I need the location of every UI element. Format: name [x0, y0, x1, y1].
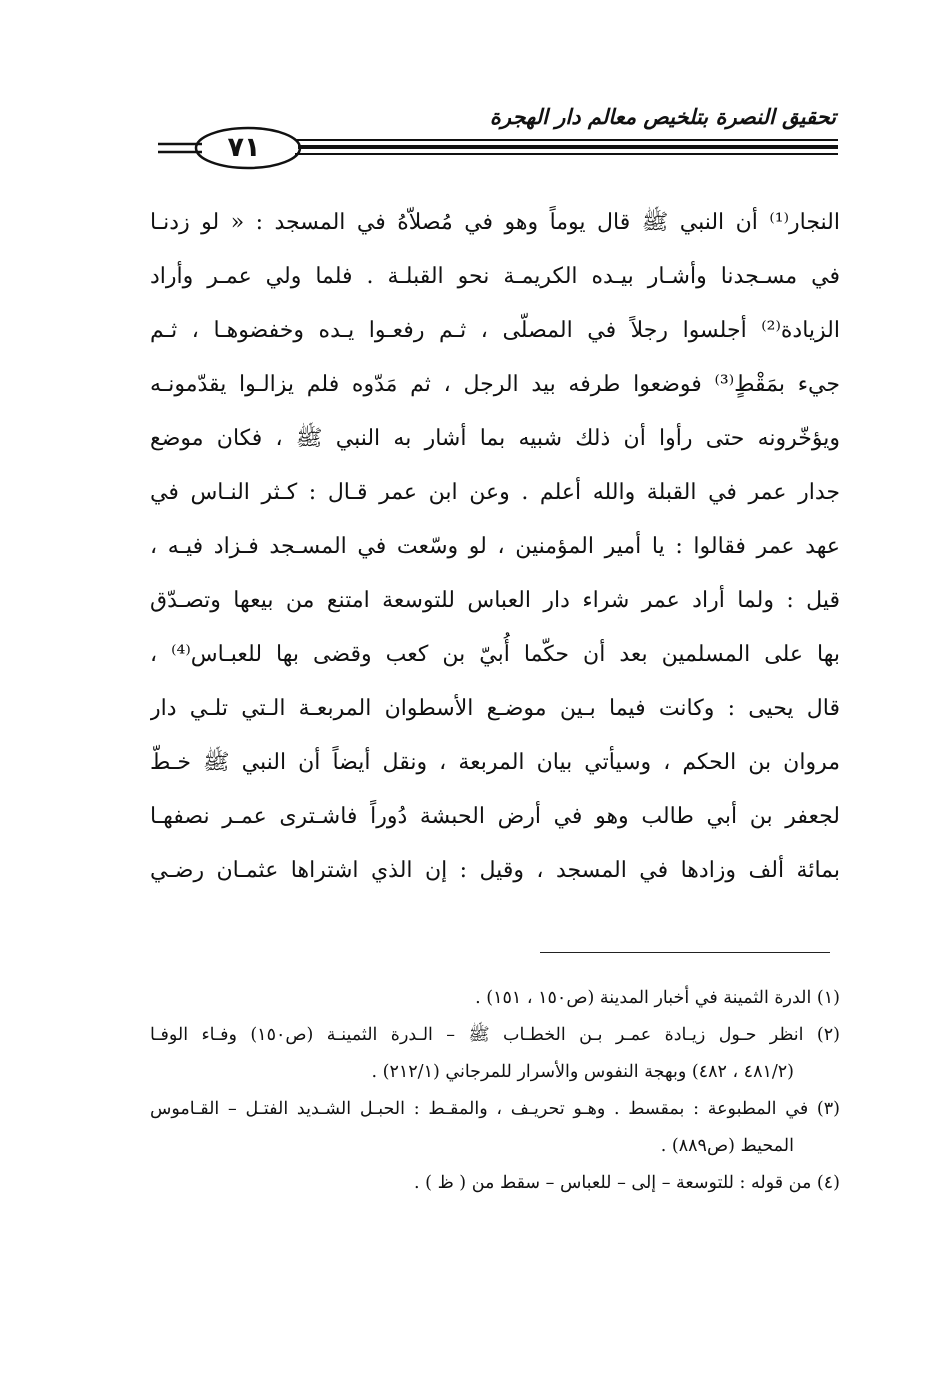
- footnote-separator: [540, 952, 830, 953]
- body-line: بمائة ألف وزادها في المسجد ، وقيل : إن الذي اشتراها عثمـان رضـي: [150, 858, 840, 883]
- body-line: لجعفر بن أبي طالب وهو في أرض الحبشة دُوراً فاشـترى عمـر نصفهـا: [150, 804, 840, 829]
- running-title: تحقيق النصرة بتلخيص معالم دار الهجرة: [489, 104, 836, 129]
- footnote-1: (١) الدرة الثمينة في أخبار المدينة (ص١٥٠ ، ١٥١) .: [475, 988, 840, 1008]
- body-line: النجار⁽¹⁾ أن النبي ﷺ قال يوماً وهو في مُصلاّهُ في المسجد : « لو زدنـا: [150, 210, 840, 235]
- footnote-4: (٤) من قوله : للتوسعة – إلى – للعباس – سقط من ( ظ ) .: [414, 1173, 840, 1193]
- page-number: ٧١: [227, 131, 261, 163]
- footnotes: [150, 980, 840, 1202]
- body-line: الزيادة⁽²⁾ أجلسوا رجلاً في المصلّى ، ثـم رفعـوا يـده وخفضوهـا ، ثـم: [150, 318, 840, 343]
- body-text: [150, 196, 840, 898]
- body-line: قيل : ولما أراد عمر شراء دار العباس للتوسعة امتنع من بيعها وتصـدّق: [150, 588, 840, 613]
- body-line: جدار عمر في القبلة والله أعلم . وعن ابن عمر قـال : كـثر النـاس في: [150, 480, 840, 505]
- footnote-3: (٣) في المطبوعة : بمقسط . وهـو تحريـف ، والمقـط : الحبـل الشـديد الفتـل – القـاموس: [150, 1099, 840, 1119]
- body-line: مروان بن الحكم ، وسيأتي بيان المربعة ، ونقل أيضاً أن النبي ﷺ خـطّ: [150, 750, 840, 775]
- body-line: قال يحيى : وكانت فيما بـين موضـع الأسطوان المربعـة الـتي تلـي دار: [150, 696, 840, 721]
- body-line: عهد عمر فقالوا : يا أمير المؤمنين ، لو وسّعت في المسـجد فـزاد فيـه ،: [150, 534, 840, 559]
- body-line: ويؤخّرونه حتى رأوا أن ذلك شبيه بما أشار به النبي ﷺ ، فكان موضع: [150, 426, 840, 451]
- footnote-3-continued: المحيط (ص٨٨٩) .: [660, 1136, 794, 1156]
- body-line: بها على المسلمين بعد أن حكّما أُبيّ بن كعب وقضى بها للعبـاس⁽⁴⁾ ،: [150, 642, 840, 667]
- body-line: جيء بمَقْطٍ⁽³⁾ فوضعوا طرفه بيد الرجل ، ثم مَدّوه فلم يزالـوا يقدّمونـه: [150, 372, 840, 397]
- body-line: في مسـجدنا وأشـار بيـده الكريمـة نحو القبلـة . فلما ولي عمـر وأراد: [150, 264, 840, 289]
- footnote-2-continued: (٤٨١/٢ ، ٤٨٢) وبهجة النفوس والأسرار للمرجاني (٢١٢/١) .: [371, 1062, 794, 1082]
- footnote-2: (٢) انظر حـول زيـادة عمـر بـن الخطـاب ﷺ – الـدرة الثمينـة (ص١٥٠) وفـاء الوفـا: [150, 1025, 840, 1045]
